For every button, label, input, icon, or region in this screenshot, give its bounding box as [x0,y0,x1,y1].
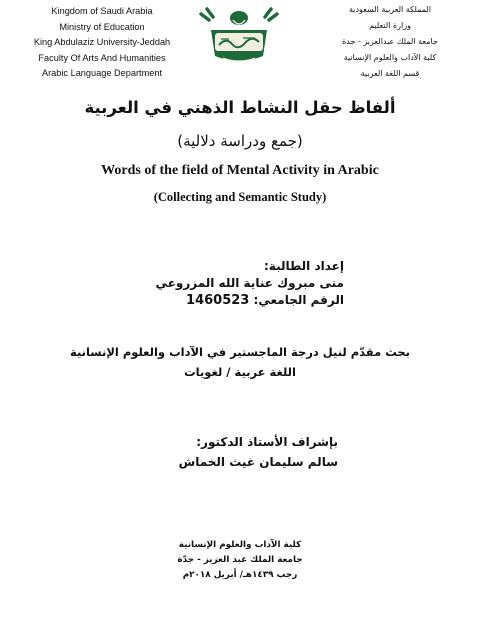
header-en-university: King Abdulaziz University-Jeddah [33,37,171,47]
student-info [156,258,344,309]
supervisor-name: سالم سليمان غيث الخماش [178,455,338,469]
footer [0,538,480,583]
supervisor-label: بإشراف الأستاذ الدكتور: [196,435,338,449]
research-statement [0,342,480,382]
header-ar-department: قسم اللغة العربية [360,69,420,78]
research-specialty-line: اللغة عربية / لغويات [184,365,296,379]
header-ar-ministry: وزارة التعليم [369,21,411,30]
research-degree-line: بحث مقدّم لنيل درجة الماجستير في الآداب والعلوم الإنسانية [70,345,410,359]
footer-faculty: كلية الآداب والعلوم الإنسانية [178,540,302,550]
footer-university: جامعة الملك عبد العزيز - جدّة [177,555,303,565]
student-label: إعداد الطالبة: [264,259,344,273]
student-name: منى مبروك عناية الله المزروعي [155,276,344,290]
header-arabic [310,2,470,82]
title-english: Words of the field of Mental Activity in Arabic [101,163,379,178]
university-emblem-icon [199,6,279,68]
header-english [22,4,182,82]
header-en-faculty: Faculty Of Arts And Humanities [38,52,166,63]
header-en-kingdom: Kingdom of Saudi Arabia [51,6,153,16]
student-id-label: الرقم الجامعي: [253,293,344,307]
student-id-value: 1460523 [186,293,250,308]
header-ar-faculty: كلية الآداب والعلوم الإنسانية [343,53,437,62]
student-id-row [156,292,344,309]
title-arabic: ألفاظ حقل النشاط الذهني في العربية [84,98,396,117]
header-en-department: Arabic Language Department [41,68,163,78]
supervisor-info [179,432,338,472]
footer-date: رجب ١٤٣٩هـ/ أبريل ٢٠١٨م [182,570,298,580]
header-en-ministry: Ministry of Education [59,21,145,32]
header-ar-kingdom: المملكة العربية السعودية [348,5,432,14]
subtitle-arabic: (جمع ودراسة دلالية) [177,132,303,150]
header-ar-university: جامعة الملك عبدالعزيز - جدة [342,37,438,46]
subtitle-english: (Collecting and Semantic Study) [153,190,327,204]
